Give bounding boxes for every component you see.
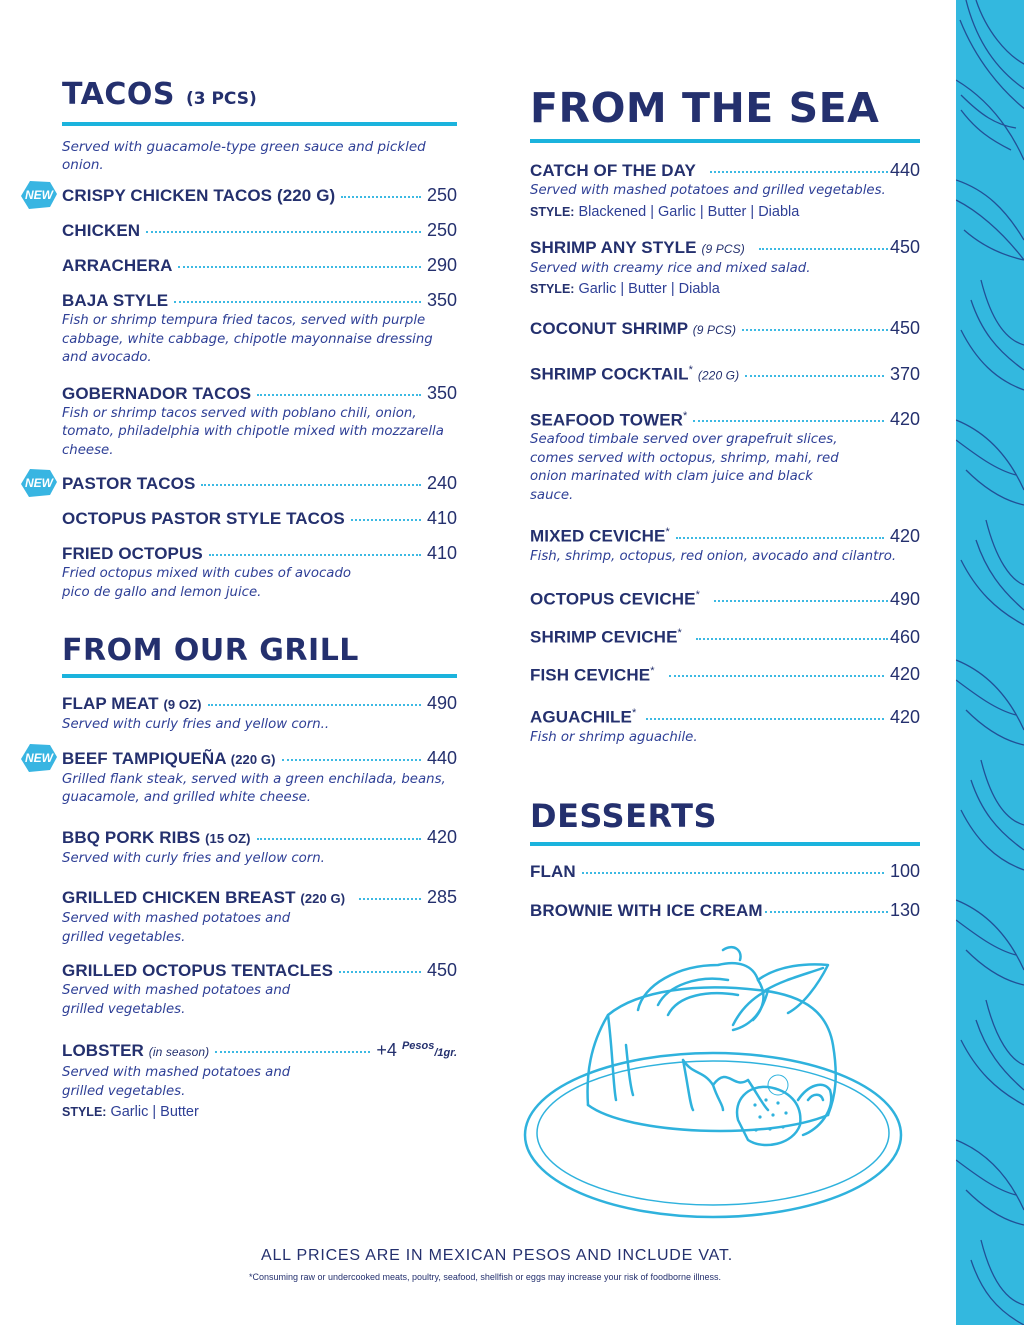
new-badge <box>20 180 58 210</box>
asterisk-marker: * <box>631 707 637 720</box>
style-options <box>530 204 920 220</box>
item-name: BROWNIE WITH ICE CREAM <box>530 900 763 920</box>
item-price: 450 <box>426 960 457 980</box>
item-qualifier: (220 G) <box>230 751 276 767</box>
item-price: +4 <box>376 1040 397 1060</box>
item-name: CHICKEN <box>62 221 141 240</box>
menu-item <box>25 472 457 495</box>
item-price: 420 <box>889 409 920 430</box>
tacos-section <box>25 77 457 602</box>
item-price: 250 <box>426 185 457 205</box>
dot-leader <box>209 554 421 556</box>
menu-item <box>530 236 920 298</box>
style-values: Garlic | Butter <box>110 1104 199 1120</box>
item-name: SHRIMP CEVICHE <box>530 627 678 647</box>
item-description: Served with creamy rice and mixed salad. <box>530 260 811 276</box>
asterisk-marker: * <box>650 664 655 677</box>
item-description: Served with curly fries and yellow corn. <box>62 850 325 866</box>
price-unit: Pesos <box>401 1040 435 1052</box>
dot-leader <box>257 394 421 396</box>
menu-item <box>62 382 457 461</box>
item-price: 450 <box>889 318 920 338</box>
item-qualifier: (in season) <box>148 1045 210 1059</box>
dot-leader <box>676 537 884 539</box>
item-name: BEEF TAMPIQUEÑA <box>62 748 226 768</box>
asterisk-marker: * <box>695 589 700 602</box>
dot-leader <box>257 838 421 840</box>
section-title-sea: FROM THE SEA <box>530 84 880 132</box>
item-description: Fish or shrimp tempura fried tacos, served with purple cabbage, white cabbage, chipotle mayonnaise dressing and avocado. <box>62 313 433 365</box>
dot-leader <box>742 329 888 331</box>
section-divider <box>62 674 457 678</box>
new-badge-label: NEW <box>25 476 53 490</box>
item-name: FLAP MEAT <box>62 694 159 713</box>
dot-leader <box>351 519 421 521</box>
item-price: 420 <box>889 664 920 685</box>
item-name: OCTOPUS PASTOR STYLE TACOS <box>62 509 345 528</box>
dot-leader <box>359 898 421 900</box>
item-name: MIXED CEVICHE <box>530 526 666 546</box>
menu-item <box>530 660 920 687</box>
item-name: GRILLED OCTOPUS TENTACLES <box>62 961 334 980</box>
item-price: 490 <box>426 693 457 713</box>
item-qualifier: (9 OZ) <box>163 697 202 712</box>
item-description: Served with mashed potatoes and grilled vegetables. <box>62 911 291 945</box>
section-divider <box>530 842 920 846</box>
item-description: Served with mashed potatoes and grilled vegetables. <box>62 1065 291 1099</box>
menu-item <box>62 826 457 869</box>
menu-item <box>530 860 920 883</box>
item-price: 420 <box>889 707 920 728</box>
item-description: Served with curly fries and yellow corn.. <box>62 717 330 732</box>
menu-item <box>25 747 457 808</box>
menu-item <box>530 359 920 387</box>
item-price: 440 <box>889 160 920 180</box>
item-name: GRILLED CHICKEN BREAST <box>62 888 296 907</box>
item-name: COCONUT SHRIMP <box>530 319 688 338</box>
item-name: SHRIMP COCKTAIL <box>530 364 689 384</box>
item-description: Seafood timbale served over grapefruit slices, comes served with octopus, shrimp, mahi, red onion marinated with clam juice and black sauce. <box>530 432 839 503</box>
leaf-pattern-icon <box>956 0 1024 1325</box>
price-unit-suffix: /1gr. <box>434 1047 457 1059</box>
dot-leader <box>669 675 884 677</box>
sea-section <box>530 84 920 748</box>
dot-leader <box>582 872 884 874</box>
item-name: FISH CEVICHE <box>530 665 651 685</box>
asterisk-marker: * <box>665 526 670 539</box>
tacos-title: TACOS <box>62 77 175 112</box>
menu-item <box>62 542 457 602</box>
item-qualifier: (15 OZ) <box>205 830 251 846</box>
item-description: Grilled flank steak, served with a green enchilada, beans, guacamole, and grilled white cheese. <box>62 771 446 805</box>
item-price: 460 <box>889 626 920 647</box>
menu-item <box>62 254 457 277</box>
menu-item <box>530 584 920 611</box>
menu-item <box>25 184 457 207</box>
item-name: OCTOPUS CEVICHE <box>530 590 696 610</box>
item-name: LOBSTER <box>62 1041 144 1060</box>
item-price: 290 <box>426 255 457 275</box>
menu-item <box>62 507 457 530</box>
menu-item <box>62 219 457 242</box>
menu-item <box>62 886 457 947</box>
dot-leader <box>696 638 888 640</box>
flan-dessert-icon <box>518 935 908 1225</box>
item-price: 440 <box>426 747 457 768</box>
left-column <box>25 77 457 1120</box>
menu-item <box>530 159 920 220</box>
item-price: 100 <box>889 860 920 881</box>
item-description: Fish or shrimp tacos served with poblano chili, onion, tomato, philadelphia with chipotle mixed with mozzarella cheese. <box>62 405 444 458</box>
item-price: 370 <box>889 363 920 384</box>
item-name: AGUACHILE <box>530 708 632 728</box>
style-values: Garlic | Butter | Diabla <box>578 281 720 297</box>
item-name: BBQ PORK RIBS <box>62 827 201 847</box>
menu-item <box>530 622 920 649</box>
dot-leader <box>710 171 888 173</box>
item-name: FRIED OCTOPUS <box>62 544 203 563</box>
flan-illustration <box>518 935 908 1229</box>
item-name: SHRIMP ANY STYLE <box>530 237 697 257</box>
section-divider <box>530 139 920 143</box>
item-price: 450 <box>889 236 920 257</box>
dot-leader <box>178 266 420 268</box>
style-label: STYLE: <box>530 282 575 296</box>
dot-leader <box>146 231 421 233</box>
grill-section <box>25 633 457 1120</box>
item-name: FLAN <box>530 861 576 881</box>
item-price: 420 <box>889 525 920 546</box>
item-description: Fish or shrimp aguachile. <box>530 730 698 746</box>
item-description: Served with mashed potatoes and grilled vegetables. <box>530 183 886 198</box>
section-title-tacos <box>62 77 457 112</box>
item-qualifier: (9 PCS) <box>692 323 737 337</box>
section-divider <box>62 122 457 126</box>
style-label: STYLE: <box>62 1105 107 1119</box>
price-disclaimer: ALL PRICES ARE IN MEXICAN PESOS AND INCLUDE VAT. <box>260 1247 733 1264</box>
dot-leader <box>765 911 888 913</box>
dot-leader <box>714 600 888 602</box>
dot-leader <box>341 196 421 198</box>
item-description: Served with mashed potatoes and grilled vegetables. <box>62 983 291 1017</box>
new-badge <box>20 468 58 498</box>
dot-leader <box>759 248 888 250</box>
item-price: 130 <box>889 899 920 920</box>
item-price: 350 <box>426 382 457 403</box>
decorative-leaf-border <box>956 0 1024 1325</box>
desserts-section <box>530 796 920 922</box>
item-name: PASTOR TACOS <box>62 474 196 493</box>
item-price: 410 <box>426 543 457 563</box>
item-qualifier: (220 G) <box>697 368 740 383</box>
menu-item <box>530 702 920 747</box>
item-name: CRISPY CHICKEN TACOS (220 G) <box>62 186 336 205</box>
tacos-intro: Served with guacamole-type green sauce and pickled onion. <box>62 139 426 173</box>
item-price: 410 <box>426 508 457 528</box>
item-name: BAJA STYLE <box>62 291 169 310</box>
dot-leader <box>282 759 421 761</box>
menu-item <box>530 317 920 341</box>
item-name: CATCH OF THE DAY <box>530 161 696 180</box>
dot-leader <box>745 375 884 377</box>
new-badge-label: NEW <box>25 750 53 765</box>
new-badge <box>20 743 58 773</box>
menu-item <box>62 289 457 368</box>
asterisk-marker: * <box>688 364 693 376</box>
dot-leader <box>215 1051 370 1053</box>
item-price: 350 <box>426 290 457 310</box>
item-qualifier: (220 G) <box>300 891 346 906</box>
section-title-desserts: DESSERTS <box>530 796 718 835</box>
dot-leader <box>693 420 884 422</box>
item-price: 250 <box>426 220 457 240</box>
dot-leader <box>646 718 884 720</box>
item-price: 490 <box>889 589 920 610</box>
item-name: ARRACHERA <box>62 256 173 275</box>
food-safety-note: *Consuming raw or undercooked meats, poultry, seafood, shellfish or eggs may increase your risk of foodborne illness. <box>248 1272 722 1282</box>
dot-leader <box>339 971 421 973</box>
asterisk-marker: * <box>683 409 688 422</box>
item-name: GOBERNADOR TACOS <box>62 383 252 403</box>
item-price: 285 <box>426 887 457 907</box>
item-name: SEAFOOD TOWER <box>530 410 684 430</box>
item-description: Fish, shrimp, octopus, red onion, avocado and cilantro. <box>530 548 897 564</box>
dot-leader <box>201 484 421 486</box>
item-price: 420 <box>426 826 457 847</box>
dot-leader <box>174 301 421 303</box>
tacos-subtitle: (3 PCS) <box>185 89 257 109</box>
item-qualifier: (9 PCS) <box>701 241 745 256</box>
style-values: Blackened | Garlic | Butter | Diabla <box>578 203 800 220</box>
menu-item <box>530 899 920 922</box>
item-price: 240 <box>426 473 457 493</box>
style-label: STYLE: <box>530 204 575 219</box>
menu-item <box>530 521 920 566</box>
dot-leader <box>208 704 421 706</box>
menu-item <box>62 959 457 1019</box>
new-badge-label: NEW <box>25 188 53 202</box>
item-description: Fried octopus mixed with cubes of avocado pico de gallo and lemon juice. <box>62 566 352 600</box>
style-options <box>530 281 920 297</box>
section-title-grill: FROM OUR GRILL <box>62 633 359 668</box>
menu-item <box>530 405 920 506</box>
menu-item <box>62 1035 457 1120</box>
right-column <box>530 80 920 922</box>
menu-item <box>62 692 457 735</box>
asterisk-marker: * <box>677 627 682 640</box>
style-options <box>62 1104 457 1120</box>
